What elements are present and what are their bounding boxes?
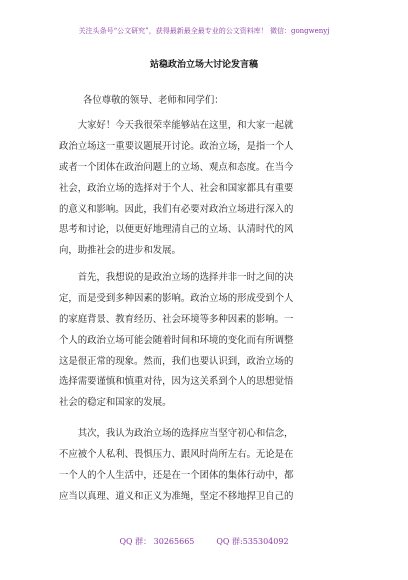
paragraph-line: 定，而是受到多种因素的影响。政治立场的形成受到个人 [59,292,294,304]
paragraph-line: 的家庭背景、教育经历、社会环境等多种因素的影响。一 [59,313,294,325]
paragraph-line: 大家好！今天我很荣幸能够站在这里，和大家一起就 [59,120,294,131]
paragraph-line: 应当以真理、道义和正义为准绳，坚定不移地捍卫自己的 [59,490,294,502]
paragraph-line: 社会，政治立场的选择对于个人、社会和国家都具有重要 [59,182,294,194]
paragraph-line: 选择需要谨慎和慎重对待，因为这关系到个人的思想觉悟 [59,376,294,388]
paragraph-line: 个人的政治立场可能会随着时间和环境的变化而有所调整 [59,334,294,346]
paragraph-2 [59,268,359,414]
paragraph-line: 不应被个人私利、畏惧压力、跟风时尚所左右。无论是在 [59,448,294,460]
header-banner: 关注头条号“公文研究”，获得最新最全最专业的公文资料库！ 微信：gongwenyj [78,27,330,35]
paragraph-line: 其次，我认为政治立场的选择应当坚守初心和信念， [59,428,294,439]
greeting: 各位尊敬的领导、老师和同学们： [83,95,224,106]
footer [0,536,408,547]
paragraph-line: 政治立场这一重要议题展开讨论。政治立场，是指一个人 [59,140,294,152]
footer-qq-group-1: QQ 群： 30265665 [119,537,195,546]
paragraph-line: 社会的稳定和国家的发展。 [59,397,172,409]
paragraph-line: 的意义和影响。因此，我们有必要对政治立场进行深入的 [59,203,294,215]
paragraph-1 [59,116,359,262]
paragraph-line: 思考和讨论，以便更好地理清自己的立场、认清时代的风 [59,224,294,236]
page-title: 站稳政治立场大讨论发言稿 [149,60,258,70]
paragraph-line: 首先，我想说的是政治立场的选择并非一时之间的决 [59,272,294,283]
paragraph-3 [59,424,359,508]
paragraph-line: 这是很正常的现象。然而，我们也要认识到，政治立场的 [59,355,294,367]
paragraph-line: 或者一个团体在政治问题上的立场、观点和态度。在当今 [59,161,294,173]
paragraph-line: 向，助推社会的进步和发展。 [59,245,181,257]
footer-qq-group-2: QQ 群:535304092 [216,537,289,546]
paragraph-line: 一个人的个人生活中，还是在一个团体的集体行动中，都 [59,469,294,481]
